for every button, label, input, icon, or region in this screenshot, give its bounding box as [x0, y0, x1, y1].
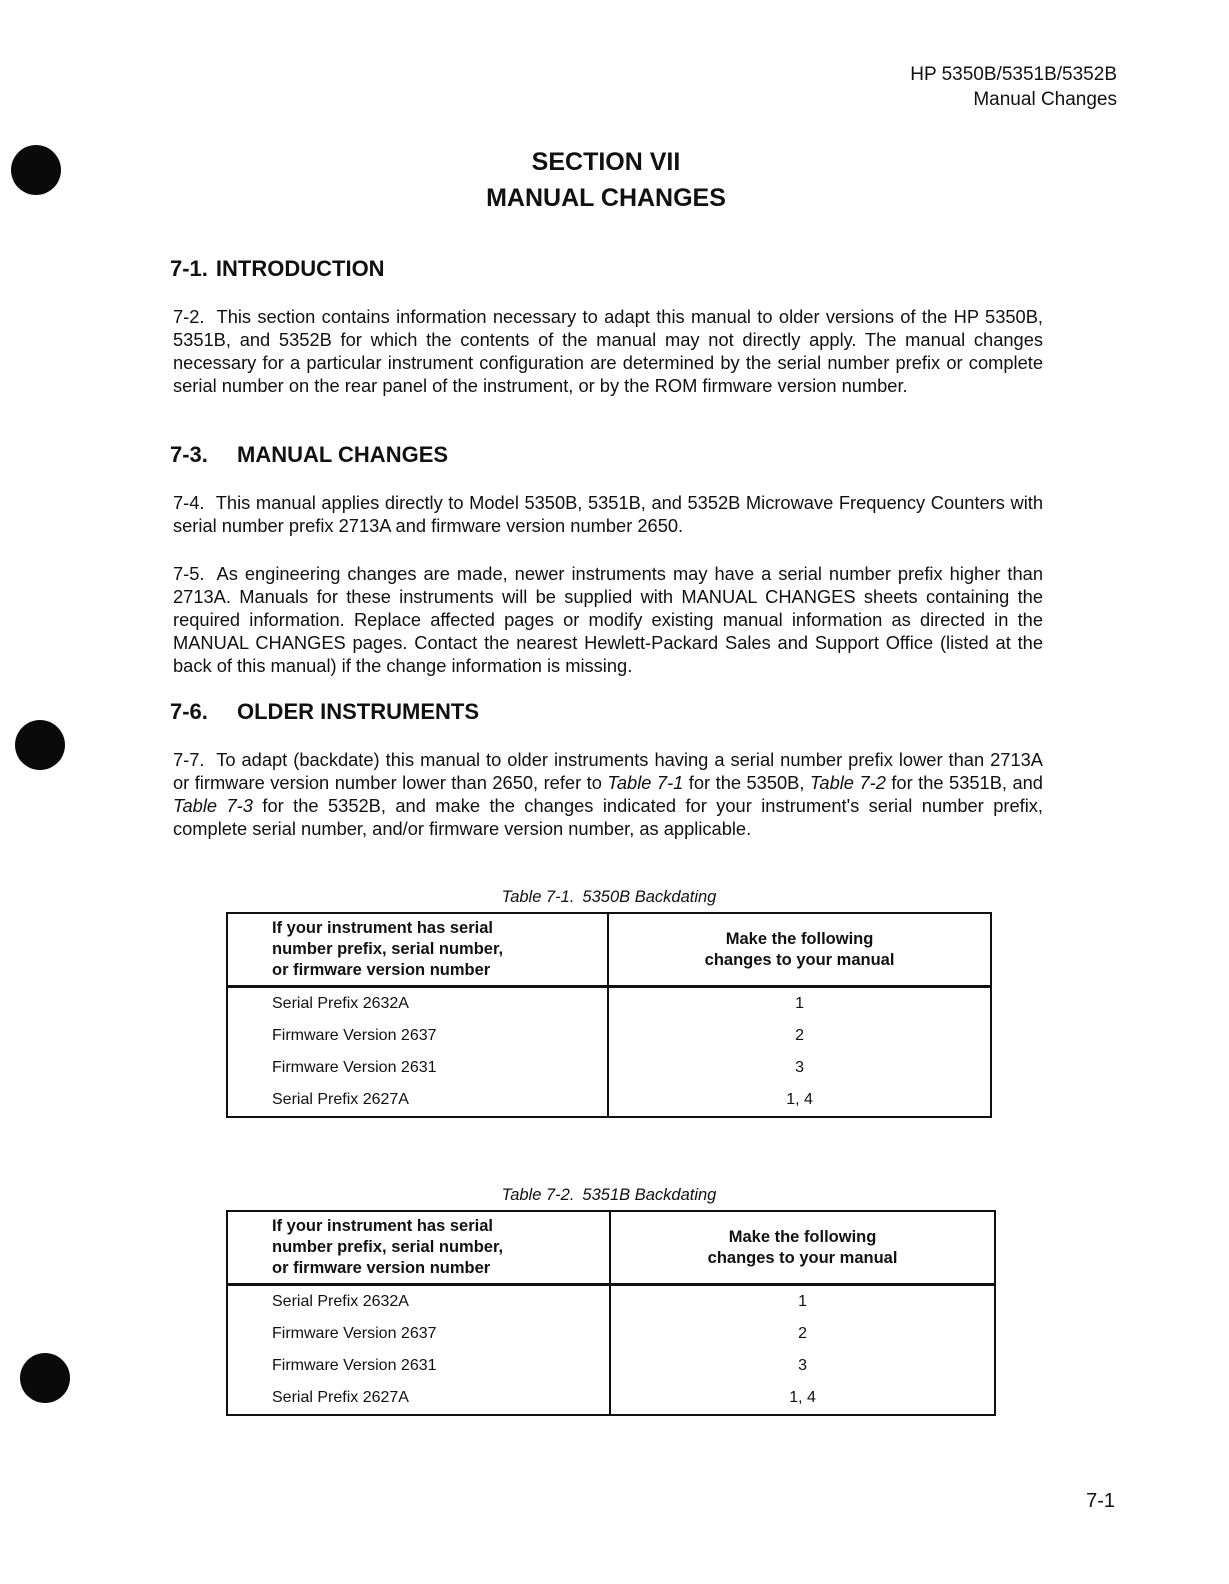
heading-manual-changes — [170, 442, 448, 468]
table-reference-7-2: Table 7-2 — [809, 772, 886, 793]
header-model: HP 5350B/5351B/5352B — [910, 64, 1117, 85]
heading-older-instruments — [170, 699, 479, 725]
paragraph-number: 7-4. — [173, 492, 205, 513]
paragraph-text: To adapt (backdate) this manual to older instruments having a serial number prefix lower than 2713A or firmware version number lower than 2650, refer to — [173, 749, 1044, 793]
heading-title: INTRODUCTION — [215, 256, 385, 281]
table-header-row — [227, 1211, 995, 1285]
cell-config: Firmware Version 2637 — [227, 1318, 610, 1350]
heading-number: 7-6. — [170, 699, 208, 724]
table-row — [227, 1084, 991, 1117]
cell-config: Serial Prefix 2627A — [227, 1084, 608, 1117]
header-instrument-config: If your instrument has serial number prefix, serial number, or firmware version number — [227, 1211, 610, 1285]
paragraph-text: for the 5351B, and — [885, 772, 1043, 793]
heading-title: OLDER INSTRUMENTS — [237, 699, 479, 724]
paragraph-7-4 — [173, 491, 1043, 537]
caption-title: 5350B Backdating — [582, 888, 717, 906]
cell-config: Firmware Version 2637 — [227, 1020, 608, 1052]
table-row — [227, 1285, 995, 1319]
paragraph-7-5 — [173, 562, 1043, 677]
table-7-1 — [226, 912, 992, 1118]
paragraph-text: for the 5352B, and make the changes indicated for your instrument's serial number prefix, complete serial number, and/or firmware version number, as applicable. — [173, 795, 1043, 839]
header-instrument-config: If your instrument has serial number prefix, serial number, or firmware version number — [227, 913, 608, 987]
table-row — [227, 987, 991, 1021]
table-reference-7-3: Table 7-3 — [173, 795, 253, 816]
header-changes: Make the following changes to your manual — [608, 913, 991, 987]
paragraph-number: 7-2. — [173, 306, 205, 327]
table-row — [227, 1318, 995, 1350]
cell-changes: 1, 4 — [610, 1382, 995, 1415]
cell-changes: 1, 4 — [608, 1084, 991, 1117]
table-row — [227, 1020, 991, 1052]
caption-label: Table 7-2. — [501, 1186, 575, 1204]
paragraph-text: As engineering changes are made, newer instruments may have a serial number prefix higher than 2713A. Manuals for these instruments will be supplied with MANUAL CHANGES sheets containing the required information. Replace affected pages or modify existing manual information as directed in the MANUAL CHANGES pages. Contact the nearest Hewlett-Packard Sales and Support Office (listed at the back of this manual) if the change information is missing. — [173, 563, 1043, 676]
table-row — [227, 1382, 995, 1415]
cell-changes: 3 — [608, 1052, 991, 1084]
cell-changes: 2 — [608, 1020, 991, 1052]
cell-changes: 1 — [610, 1285, 995, 1319]
heading-number: 7-1. — [170, 256, 208, 281]
paragraph-number: 7-7. — [173, 749, 205, 770]
cell-changes: 1 — [608, 987, 991, 1021]
table-7-2 — [226, 1210, 996, 1416]
section-number-title: SECTION VII — [531, 148, 681, 176]
caption-title: 5351B Backdating — [582, 1186, 717, 1204]
running-header — [910, 62, 1117, 112]
page-number: 7-1 — [1086, 1490, 1115, 1512]
punch-hole-middle — [15, 720, 65, 770]
header-section: Manual Changes — [973, 89, 1117, 110]
cell-changes: 2 — [610, 1318, 995, 1350]
heading-introduction — [170, 256, 385, 282]
header-changes: Make the following changes to your manual — [610, 1211, 995, 1285]
table-header-row — [227, 913, 991, 987]
section-title: MANUAL CHANGES — [486, 184, 726, 212]
table-row — [227, 1350, 995, 1382]
cell-config: Firmware Version 2631 — [227, 1350, 610, 1382]
punch-hole-bottom — [20, 1353, 70, 1403]
paragraph-7-7 — [173, 748, 1043, 840]
paragraph-number: 7-5. — [173, 563, 205, 584]
heading-title: MANUAL CHANGES — [237, 442, 449, 467]
cell-config: Serial Prefix 2627A — [227, 1382, 610, 1415]
cell-config: Serial Prefix 2632A — [227, 987, 608, 1021]
table-row — [227, 1052, 991, 1084]
table-reference-7-1: Table 7-1 — [607, 772, 684, 793]
table-7-2-caption — [0, 1186, 1218, 1205]
cell-config: Serial Prefix 2632A — [227, 1285, 610, 1319]
table-7-1-caption — [0, 888, 1218, 907]
cell-changes: 3 — [610, 1350, 995, 1382]
paragraph-text: for the 5350B, — [683, 772, 810, 793]
heading-number: 7-3. — [170, 442, 208, 467]
cell-config: Firmware Version 2631 — [227, 1052, 608, 1084]
paragraph-7-2 — [173, 305, 1043, 397]
caption-label: Table 7-1. — [501, 888, 575, 906]
paragraph-text: This manual applies directly to Model 5350B, 5351B, and 5352B Microwave Frequency Counters with serial number prefix 2713A and firmware version number 2650. — [173, 492, 1043, 536]
paragraph-text: This section contains information necessary to adapt this manual to older versions of the HP 5350B, 5351B, and 5352B for which the contents of the manual may not directly apply. The manual changes necessary for a particular instrument configuration are determined by the serial number prefix or complete serial number on the rear panel of the instrument, or by the ROM firmware version number. — [173, 306, 1043, 396]
